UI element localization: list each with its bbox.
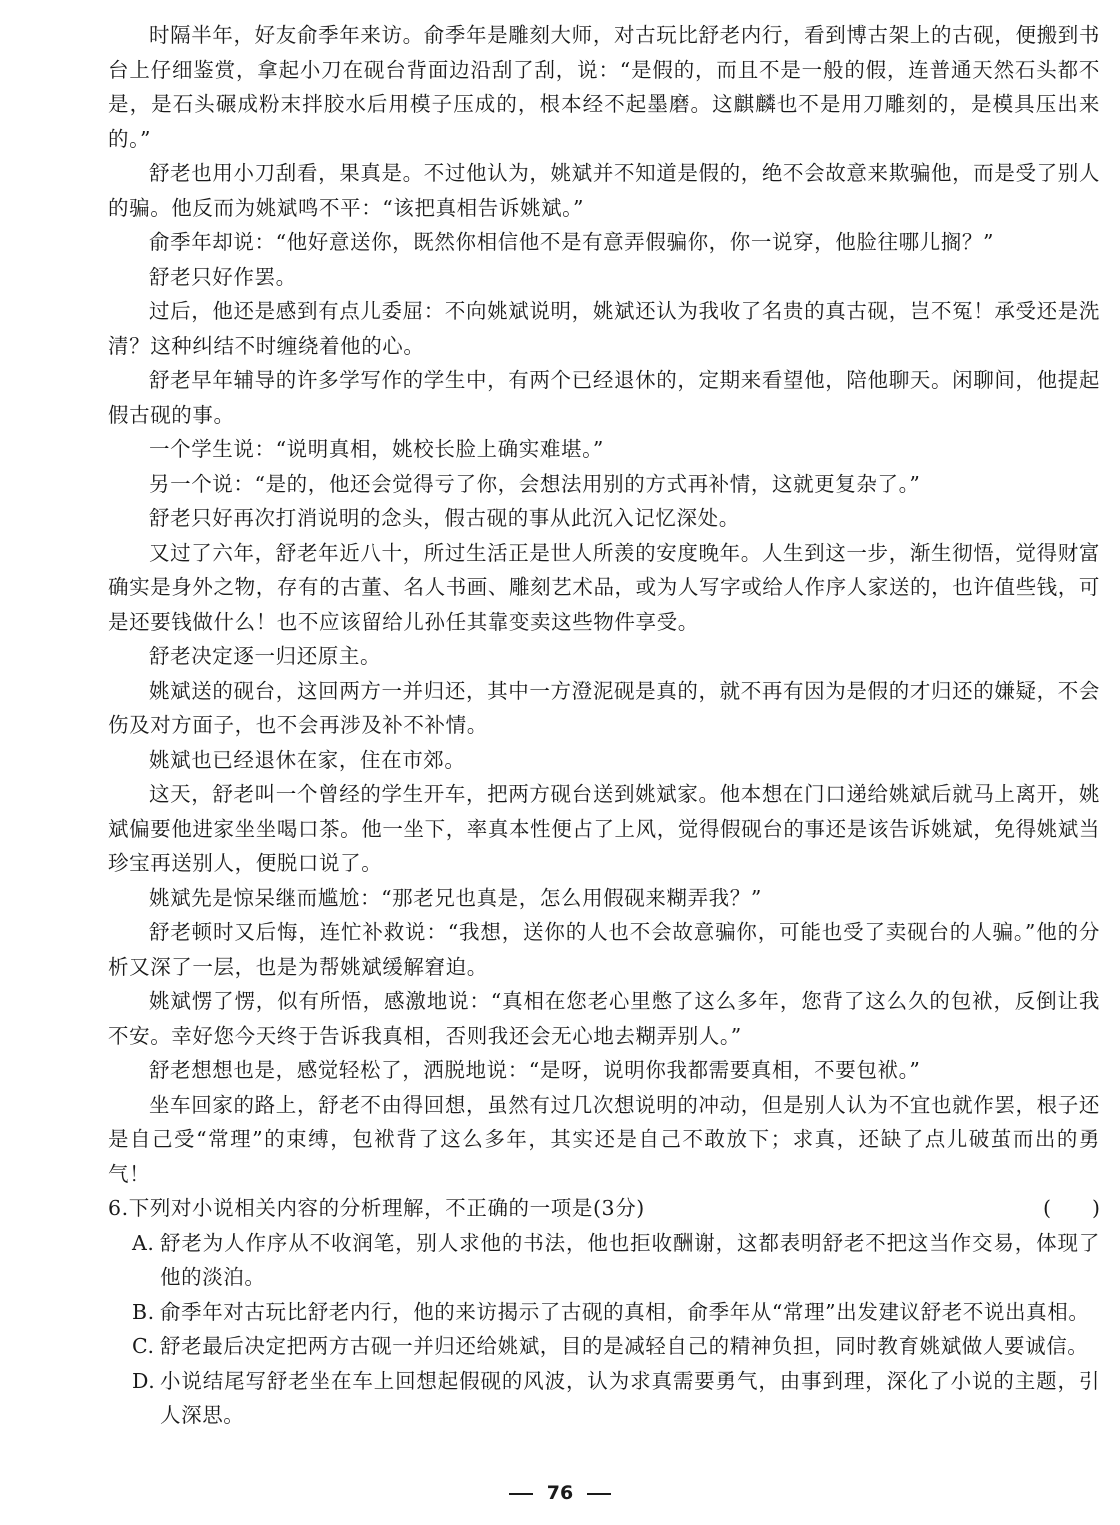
story-paragraph: 一个学生说：“说明真相，姚校长脸上确实难堪。”	[149, 437, 605, 461]
story-paragraph: 舒老只好作罢。	[149, 264, 297, 289]
story-paragraph: 舒老早年辅导的许多学写作的学生中，有两个已经退休的，定期来看望他，陪他聊天。闲聊间，他提起假古砚的事。	[108, 368, 1100, 427]
page-footer	[0, 1482, 1120, 1504]
option-text: 俞季年对古玩比舒老内行，他的来访揭示了古砚的真相，俞季年从“常理”出发建议舒老不说出真相。	[160, 1299, 1090, 1324]
question-stem: 6.下列对小说相关内容的分析理解，不正确的一项是(3分)	[108, 1196, 645, 1220]
story-paragraph: 坐车回家的路上，舒老不由得回想，虽然有过几次想说明的冲动，但是别人认为不宜也就作罢，根子还是自己受“常理”的束缚，包袱背了这么多年，其实还是自己不敢放下；求真，还缺了点儿破茧而出的勇气！	[108, 1092, 1100, 1186]
story-paragraph: 舒老想想也是，感觉轻松了，洒脱地说：“是呀，说明你我都需要真相，不要包袱。”	[149, 1058, 921, 1082]
story-paragraph: 过后，他还是感到有点儿委屈：不向姚斌说明，姚斌还认为我收了名贵的真古砚，岂不冤！承受还是洗清？这种纠结不时缠绕着他的心。	[108, 299, 1100, 358]
story-paragraph: 又过了六年，舒老年近八十，所过生活正是世人所羡的安度晚年。人生到这一步，渐生彻悟，觉得财富确实是身外之物，存有的古董、名人书画、雕刻艺术品，或为人写字或给人作序人家送的，也许值些钱，可是还要钱做什么！也不应该留给儿孙任其靠变卖这些物件享受。	[108, 540, 1100, 634]
option-text: 小说结尾写舒老坐在车上回想起假砚的风波，认为求真需要勇气，由事到理，深化了小说的主题，引人深思。	[160, 1368, 1100, 1427]
story-paragraph: 舒老顿时又后悔，连忙补救说：“我想，送你的人也不会故意骗你，可能也受了卖砚台的人骗。”他的分析又深了一层，也是为帮姚斌缓解窘迫。	[108, 920, 1100, 979]
option-letter: C.	[132, 1334, 155, 1358]
option-a	[108, 1226, 1100, 1295]
story-paragraph: 舒老也用小刀刮看，果真是。不过他认为，姚斌并不知道是假的，绝不会故意来欺骗他，而是受了别人的骗。他反而为姚斌鸣不平：“该把真相告诉姚斌。”	[108, 161, 1100, 220]
option-letter: D.	[132, 1368, 156, 1393]
story-text	[108, 18, 1100, 1191]
option-letter: B.	[132, 1299, 155, 1324]
story-paragraph: 舒老只好再次打消说明的念头，假古砚的事从此沉入记忆深处。	[149, 506, 740, 530]
question-block	[108, 1191, 1100, 1433]
story-paragraph: 姚斌愣了愣，似有所悟，感激地说：“真相在您老心里憋了这么多年，您背了这么久的包袱，反倒让我不安。幸好您今天终于告诉我真相，否则我还会无心地去糊弄别人。”	[108, 989, 1100, 1048]
answer-bracket: ( )	[1043, 1196, 1100, 1220]
document-page	[108, 18, 1100, 1433]
story-paragraph: 这天，舒老叫一个曾经的学生开车，把两方砚台送到姚斌家。他本想在门口递给姚斌后就马上离开，姚斌偏要他进家坐坐喝口茶。他一坐下，率真本性便占了上风，觉得假砚台的事还是该告诉姚斌，免得姚斌当珍宝再送别人，便脱口说了。	[108, 782, 1100, 875]
option-b	[108, 1295, 1100, 1330]
story-paragraph: 时隔半年，好友俞季年来访。俞季年是雕刻大师，对古玩比舒老内行，看到博古架上的古砚，便搬到书台上仔细鉴赏，拿起小刀在砚台背面边沿刮了刮，说：“是假的，而且不是一般的假，连普通天然石头都不是，是石头碾成粉末拌胶水后用模子压成的，根本经不起墨磨。这麒麟也不是用刀雕刻的，是模具压出来的。”	[108, 23, 1100, 151]
option-c	[108, 1329, 1100, 1364]
story-paragraph: 俞季年却说：“他好意送你，既然你相信他不是有意弄假骗你，你一说穿，他脸往哪儿搁？”	[149, 230, 995, 254]
option-letter: A.	[132, 1230, 155, 1255]
option-text: 舒老为人作序从不收润笔，别人求他的书法，他也拒收酬谢，这都表明舒老不把这当作交易，体现了他的淡泊。	[160, 1230, 1100, 1289]
story-paragraph: 舒老决定逐一归还原主。	[149, 644, 382, 668]
footer-dash-left	[509, 1493, 533, 1495]
story-paragraph: 姚斌也已经退休在家，住在市郊。	[149, 747, 466, 772]
page-number: 76	[546, 1482, 574, 1504]
option-d	[108, 1364, 1100, 1433]
question-stem-line	[108, 1191, 1100, 1226]
story-paragraph: 姚斌先是惊呆继而尴尬：“那老兄也真是，怎么用假砚来糊弄我？”	[149, 885, 762, 910]
story-paragraph: 姚斌送的砚台，这回两方一并归还，其中一方澄泥砚是真的，就不再有因为是假的才归还的嫌疑，不会伤及对方面子，也不会再涉及补不补情。	[108, 678, 1100, 737]
option-text: 舒老最后决定把两方古砚一并归还给姚斌，目的是减轻自己的精神负担，同时教育姚斌做人要诚信。	[160, 1334, 1089, 1358]
story-paragraph: 另一个说：“是的，他还会觉得亏了你，会想法用别的方式再补情，这就更复杂了。”	[149, 471, 921, 496]
footer-dash-right	[587, 1493, 611, 1495]
